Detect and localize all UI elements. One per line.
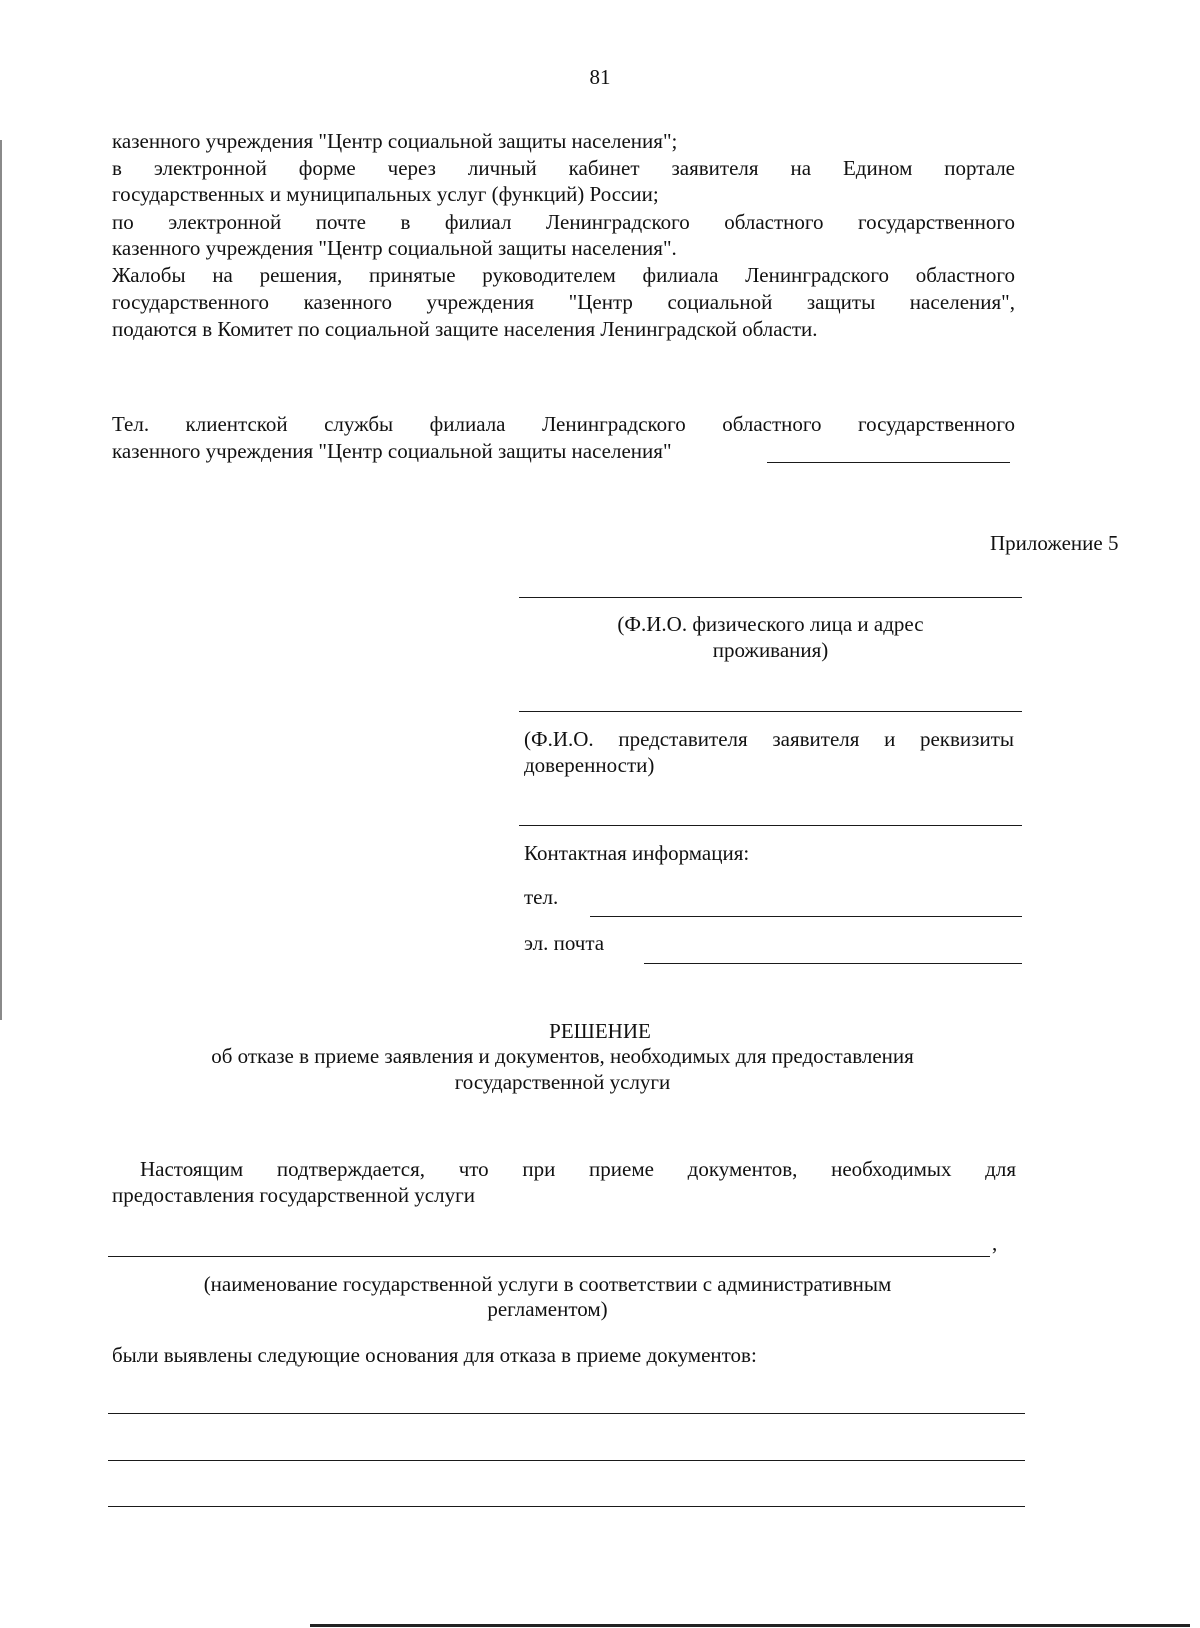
text-line-5: казенного учреждения "Центр социальной защиты населения". — [112, 236, 677, 260]
text-line-2: в электронной форме через личный кабинет заявителя на Едином портале — [112, 156, 1015, 180]
page-number: 81 — [589, 65, 611, 89]
appendix-label: Приложение 5 — [990, 531, 1119, 555]
text-line-3: государственных и муниципальных услуг (функций) России; — [112, 182, 659, 206]
applicant-caption-2: проживания) — [712, 638, 829, 662]
text-line-7: государственного казенного учреждения "Центр социальной защиты населения", — [112, 290, 1015, 314]
text-line-6: Жалобы на решения, принятые руководителем филиала Ленинградского областного — [112, 263, 1015, 287]
decision-subtitle-2: государственной услуги — [454, 1070, 671, 1094]
representative-caption-1: (Ф.И.О. представителя заявителя и реквизиты — [524, 727, 1014, 751]
email-blank — [644, 963, 1022, 964]
client-service-phone-blank — [767, 462, 1010, 463]
service-name-blank — [108, 1256, 990, 1257]
refusal-grounds-line-3 — [108, 1506, 1025, 1507]
scan-edge-left — [0, 140, 2, 1020]
decision-title: РЕШЕНИЕ — [549, 1019, 651, 1043]
representative-caption-2: доверенности) — [524, 753, 655, 777]
decision-subtitle-1: об отказе в приеме заявления и документов, необходимых для предоставления — [211, 1044, 914, 1068]
text-line-8: подаются в Комитет по социальной защите населения Ленинградской области. — [112, 317, 818, 341]
applicant-caption-1: (Ф.И.О. физического лица и адрес — [617, 612, 924, 636]
phone-label: тел. — [524, 885, 559, 909]
contact-label: Контактная информация: — [524, 841, 750, 865]
phone-blank — [590, 916, 1022, 917]
applicant-name-line — [519, 597, 1022, 598]
refusal-grounds-line-2 — [108, 1460, 1025, 1461]
text-line-1: казенного учреждения "Центр социальной защиты населения"; — [112, 129, 678, 153]
client-service-line-1: Тел. клиентской службы филиала Ленинградского областного государственного — [112, 412, 1015, 436]
decision-body-line-2: предоставления государственной услуги — [112, 1183, 475, 1207]
service-caption-1: (наименование государственной услуги в соответствии с административным — [203, 1272, 892, 1296]
email-label: эл. почта — [524, 931, 605, 955]
representative-name-line — [519, 711, 1022, 712]
refusal-grounds-text: были выявлены следующие основания для отказа в приеме документов: — [112, 1343, 757, 1367]
service-caption-2: регламентом) — [487, 1297, 608, 1321]
scan-edge-bottom — [310, 1624, 1190, 1627]
decision-body-line-1: Настоящим подтверждается, что при приеме документов, необходимых для — [140, 1157, 1016, 1181]
contact-top-line — [519, 825, 1022, 826]
refusal-grounds-line-1 — [108, 1413, 1025, 1414]
text-line-4: по электронной почте в филиал Ленинградского областного государственного — [112, 210, 1015, 234]
client-service-line-2: казенного учреждения "Центр социальной защиты населения" — [112, 439, 672, 463]
service-name-comma: , — [992, 1231, 998, 1255]
